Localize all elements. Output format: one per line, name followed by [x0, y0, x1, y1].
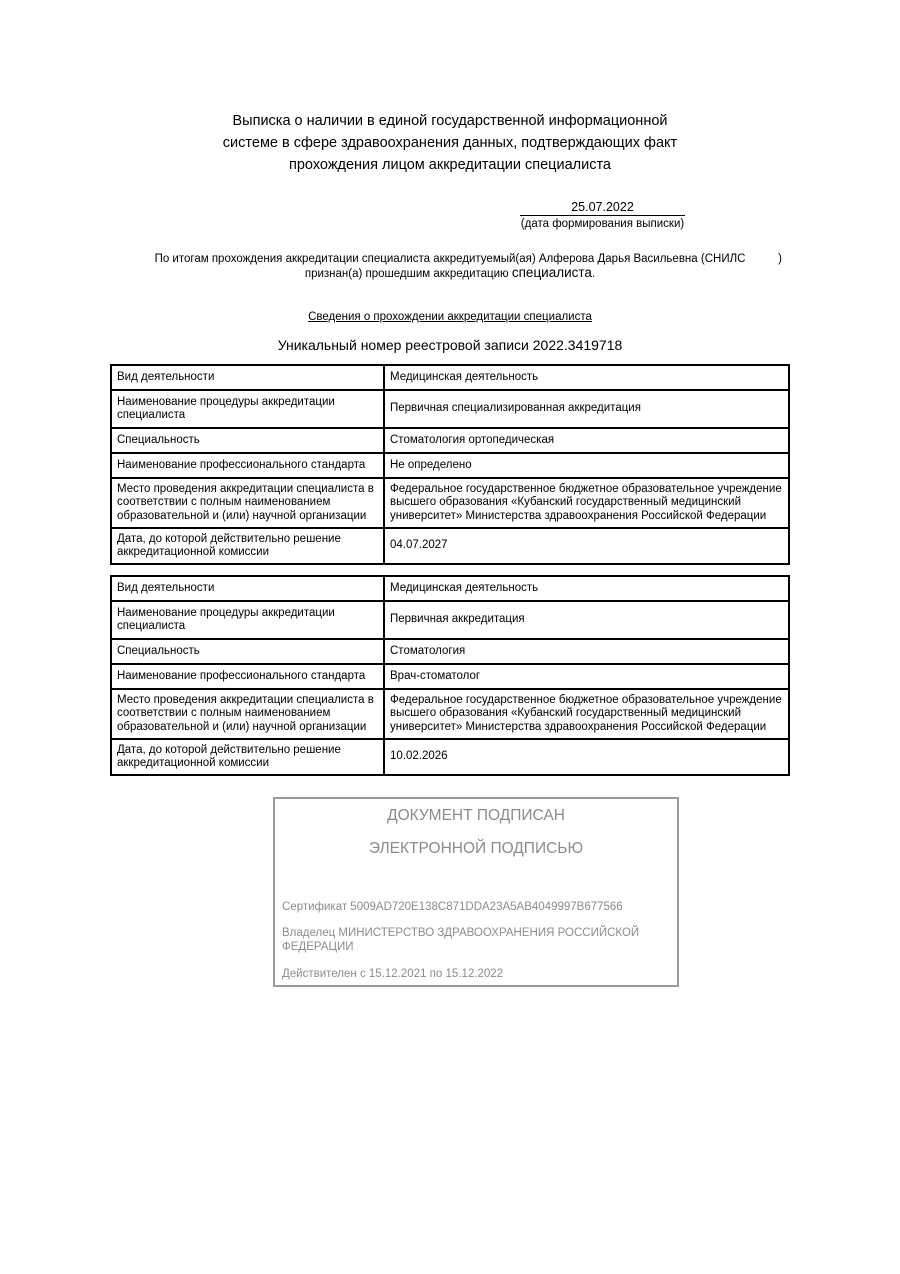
table-row	[111, 664, 789, 689]
table-row	[111, 428, 789, 453]
row-value: Медицинская деятельность	[384, 365, 789, 390]
registry-number: Уникальный номер реестровой записи 2022.3419718	[277, 337, 623, 353]
row-label: Место проведения аккредитации специалиста в соответствии с полным наименованием образовательной и (или) научной организации	[111, 478, 384, 528]
accreditation-table-1	[110, 364, 790, 565]
stamp-certificate: Сертификат 5009AD720E138C871DDA23A5AB4049997B677566	[282, 901, 623, 913]
statement-line-1: По итогам прохождения аккредитации специалиста аккредитуемый(ая) Алферова Дарья Васильевна (СНИЛС	[154, 253, 746, 265]
title-line: прохождения лицом аккредитации специалиста	[289, 157, 611, 173]
row-value: 04.07.2027	[384, 528, 789, 564]
row-label: Наименование профессионального стандарта	[111, 453, 384, 478]
row-value: 10.02.2026	[384, 739, 789, 775]
formation-date-caption: (дата формирования выписки)	[520, 218, 685, 230]
row-label: Вид деятельности	[111, 365, 384, 390]
row-value: Первичная аккредитация	[384, 601, 789, 639]
electronic-signature-stamp	[273, 797, 679, 987]
row-value: Стоматология	[384, 639, 789, 664]
accreditation-statement	[110, 252, 790, 281]
table-row	[111, 601, 789, 639]
row-label: Специальность	[111, 639, 384, 664]
stamp-validity: Действителен с 15.12.2021 по 15.12.2022	[282, 968, 504, 980]
statement-close-paren: )	[778, 253, 782, 265]
row-label: Вид деятельности	[111, 576, 384, 601]
table-row	[111, 689, 789, 739]
accreditation-table-2	[110, 575, 790, 776]
row-value: Медицинская деятельность	[384, 576, 789, 601]
statement-specialist: специалиста	[511, 265, 592, 280]
table-row	[111, 478, 789, 528]
statement-period: .	[591, 268, 596, 280]
stamp-owner: Владелец МИНИСТЕРСТВО ЗДРАВООХРАНЕНИЯ РОССИЙСКОЙ ФЕДЕРАЦИИ	[282, 927, 640, 953]
formation-date: 25.07.2022	[520, 200, 685, 216]
row-label: Наименование процедуры аккредитации специалиста	[111, 390, 384, 428]
row-label: Место проведения аккредитации специалиста в соответствии с полным наименованием образовательной и (или) научной организации	[111, 689, 384, 739]
row-value: Федеральное государственное бюджетное образовательное учреждение высшего образования «Кубанский государственный медицинский университет» Министерства здравоохранения Российской Федерации	[384, 478, 789, 528]
document-title	[150, 110, 750, 176]
row-value: Первичная специализированная аккредитация	[384, 390, 789, 428]
title-line: системе в сфере здравоохранения данных, подтверждающих факт	[222, 135, 678, 151]
section-heading: Сведения о прохождении аккредитации специалиста	[308, 311, 592, 323]
table-row	[111, 365, 789, 390]
row-label: Наименование профессионального стандарта	[111, 664, 384, 689]
table-row	[111, 528, 789, 564]
row-label: Наименование процедуры аккредитации специалиста	[111, 601, 384, 639]
stamp-heading-2: ЭЛЕКТРОННОЙ ПОДПИСЬЮ	[368, 840, 584, 857]
stamp-heading-1: ДОКУМЕНТ ПОДПИСАН	[387, 807, 565, 824]
row-value: Федеральное государственное бюджетное образовательное учреждение высшего образования «Кубанский государственный медицинский университет» Министерства здравоохранения Российской Федерации	[384, 689, 789, 739]
row-value: Врач-стоматолог	[384, 664, 789, 689]
formation-date-block	[520, 200, 685, 231]
statement-line-2: признан(а) прошедшим аккредитацию	[304, 268, 512, 280]
table-row	[111, 639, 789, 664]
table-row	[111, 576, 789, 601]
row-value: Не определено	[384, 453, 789, 478]
table-row	[111, 390, 789, 428]
table-row	[111, 453, 789, 478]
title-line: Выписка о наличии в единой государственной информационной	[232, 113, 668, 129]
table-row	[111, 739, 789, 775]
row-label: Дата, до которой действительно решение аккредитационной комиссии	[111, 739, 384, 775]
row-label: Дата, до которой действительно решение аккредитационной комиссии	[111, 528, 384, 564]
row-label: Специальность	[111, 428, 384, 453]
row-value: Стоматология ортопедическая	[384, 428, 789, 453]
